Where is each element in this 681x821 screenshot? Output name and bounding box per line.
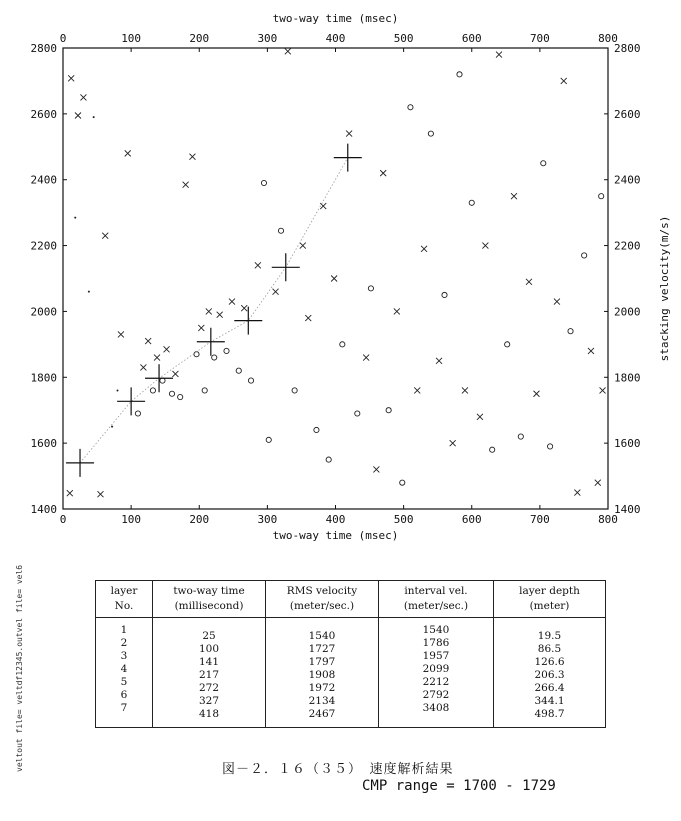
- x-tick-label-top: 400: [325, 32, 346, 45]
- semblance-point: [314, 427, 319, 432]
- semblance-point: [462, 387, 468, 393]
- semblance-point: [300, 243, 306, 249]
- semblance-point: [154, 355, 160, 361]
- semblance-point: [118, 331, 124, 337]
- semblance-point: [599, 194, 604, 199]
- semblance-point: [68, 75, 74, 81]
- semblance-point: [518, 434, 523, 439]
- semblance-point: [150, 388, 155, 393]
- semblance-point: [125, 150, 131, 156]
- semblance-point: [368, 286, 373, 291]
- semblance-point: [595, 480, 601, 486]
- x-tick-label-top: 200: [189, 32, 210, 45]
- semblance-point: [285, 48, 291, 54]
- y-tick-label-left: 1800: [30, 371, 57, 385]
- semblance-point: [326, 457, 331, 462]
- semblance-point: [428, 131, 433, 136]
- semblance-point: [278, 228, 283, 233]
- velocity-pick-cross: [272, 253, 300, 281]
- plot-frame: [63, 48, 608, 509]
- semblance-point: [194, 352, 199, 357]
- semblance-point: [582, 253, 587, 258]
- semblance-point: [414, 387, 420, 393]
- semblance-point: [224, 348, 229, 353]
- semblance-point: [482, 243, 488, 249]
- header-interval: interval vel. (meter/sec.): [379, 581, 494, 618]
- y-tick-label-right: 1600: [614, 437, 641, 451]
- cmp-range: CMP range = 1700 - 1729: [362, 778, 556, 794]
- semblance-point: [600, 387, 606, 393]
- header-rms: RMS velocity (meter/sec.): [266, 581, 379, 618]
- col-interval: 1540 1786 1957 2099 2212 2792 3408: [379, 618, 494, 728]
- semblance-point: [135, 411, 140, 416]
- semblance-point: [189, 154, 195, 160]
- velocity-pick-cross: [117, 387, 145, 415]
- x-tick-label-top: 0: [59, 32, 67, 45]
- x-tick-label-bottom: 300: [257, 513, 278, 526]
- semblance-point: [541, 161, 546, 166]
- semblance-point: [394, 308, 400, 314]
- semblance-point: [305, 315, 311, 321]
- semblance-point: [574, 490, 580, 496]
- semblance-point: [355, 411, 360, 416]
- y-tick-label-left: 1400: [30, 503, 57, 516]
- semblance-point: [457, 72, 462, 77]
- velocity-pick-cross: [145, 364, 173, 392]
- semblance-point: [178, 394, 183, 399]
- y-tick-label-left: 2600: [30, 107, 57, 121]
- semblance-point: [140, 364, 146, 370]
- semblance-point: [526, 279, 532, 285]
- semblance-point: [588, 348, 594, 354]
- semblance-point: [292, 388, 297, 393]
- semblance-point: [373, 466, 379, 472]
- semblance-point: [102, 233, 108, 239]
- semblance-point: [217, 312, 223, 318]
- semblance-point: [533, 391, 539, 397]
- x-tick-label-bottom: 100: [121, 513, 142, 526]
- semblance-point: [400, 480, 405, 485]
- semblance-point: [408, 105, 413, 110]
- semblance-point: [331, 276, 337, 282]
- bottom-axis-title: two-way time (msec): [272, 529, 399, 542]
- velocity-pick-cross: [334, 144, 362, 172]
- semblance-point: [212, 355, 217, 360]
- x-tick-label-bottom: 800: [598, 513, 618, 526]
- y-tick-label-left: 2400: [30, 173, 57, 187]
- col-rms: 1540 1727 1797 1908 1972 2134 2467: [266, 618, 379, 728]
- semblance-point: [568, 329, 573, 334]
- semblance-point: [111, 426, 113, 428]
- top-axis-title: two-way time (msec): [272, 12, 399, 25]
- semblance-point: [477, 414, 483, 420]
- y-tick-label-right: 2000: [614, 305, 641, 319]
- y-tick-label-right: 1800: [614, 371, 641, 385]
- file-info-label: [6, 564, 24, 772]
- header-depth: layer depth (meter): [494, 581, 606, 618]
- velocity-pick-cross: [66, 449, 94, 477]
- semblance-point: [450, 440, 456, 446]
- y-tick-label-left: 2800: [30, 42, 57, 55]
- y-tick-label-left: 2000: [30, 305, 57, 319]
- semblance-point: [496, 52, 502, 58]
- y-tick-label-left: 1600: [30, 437, 57, 451]
- semblance-point: [145, 338, 151, 344]
- col-time: 25 100 141 217 272 327 418: [153, 618, 266, 728]
- velocity-pick-cross: [197, 328, 225, 356]
- semblance-point: [320, 203, 326, 209]
- semblance-point: [202, 388, 207, 393]
- semblance-point: [80, 94, 86, 100]
- axis-ticks: [31, 32, 641, 526]
- semblance-point: [266, 437, 271, 442]
- y-tick-label-right: 2200: [614, 239, 641, 253]
- velocity-function-line: [80, 158, 348, 463]
- semblance-point: [236, 368, 241, 373]
- velocity-pick-cross: [234, 307, 262, 335]
- semblance-point: [74, 217, 76, 219]
- semblance-point: [363, 355, 369, 361]
- x-tick-label-bottom: 0: [59, 513, 67, 526]
- right-axis-title: stacking velocity(m/s): [658, 215, 671, 362]
- semblance-point: [346, 131, 352, 137]
- semblance-point: [469, 200, 474, 205]
- semblance-point: [198, 325, 204, 331]
- semblance-point: [88, 291, 90, 293]
- x-tick-label-bottom: 600: [461, 513, 482, 526]
- col-layer: 1 2 3 4 5 6 7: [96, 618, 153, 728]
- semblance-point: [67, 490, 73, 496]
- semblance-point: [206, 308, 212, 314]
- x-tick-label-bottom: 700: [529, 513, 550, 526]
- semblance-point: [442, 292, 447, 297]
- semblance-point: [261, 180, 266, 185]
- semblance-point: [97, 491, 103, 497]
- semblance-point: [554, 299, 560, 305]
- semblance-point: [248, 378, 253, 383]
- col-depth: 19.5 86.5 126.6 206.3 266.4 344.1 498.7: [494, 618, 606, 728]
- semblance-point: [75, 113, 81, 119]
- table-body-row: [96, 618, 606, 728]
- semblance-point: [183, 182, 189, 188]
- x-tick-label-top: 700: [529, 32, 550, 45]
- semblance-point: [273, 289, 279, 295]
- figure-caption: 図－２．１６（３５） 速度解析結果: [222, 762, 454, 777]
- semblance-point: [229, 299, 235, 305]
- header-layer: layer No.: [96, 581, 153, 618]
- x-tick-label-top: 100: [121, 32, 142, 45]
- velocity-picks: [66, 144, 362, 477]
- y-tick-label-right: 2400: [614, 173, 641, 187]
- y-tick-label-left: 2200: [30, 239, 57, 253]
- table-header-row: [96, 581, 606, 618]
- semblance-point: [169, 391, 174, 396]
- semblance-point: [380, 170, 386, 176]
- semblance-point: [505, 342, 510, 347]
- semblance-point: [386, 408, 391, 413]
- semblance-point: [172, 371, 178, 377]
- semblance-point: [93, 116, 95, 118]
- x-tick-label-bottom: 200: [189, 513, 210, 526]
- y-tick-label-right: 2800: [614, 42, 641, 55]
- semblance-point: [547, 444, 552, 449]
- semblance-point: [436, 358, 442, 364]
- semblance-point: [164, 346, 170, 352]
- semblance-point: [340, 342, 345, 347]
- semblance-point: [490, 447, 495, 452]
- y-tick-label-right: 2600: [614, 107, 641, 121]
- semblance-point: [117, 389, 119, 391]
- header-time: two-way time (millisecond): [153, 581, 266, 618]
- x-tick-label-top: 300: [257, 32, 278, 45]
- file-info-text: veltout file= veltdf12345.outvel file= vel6: [15, 564, 24, 772]
- semblance-point: [561, 78, 567, 84]
- semblance-point: [255, 262, 261, 268]
- x-tick-label-top: 600: [461, 32, 482, 45]
- x-tick-label-top: 500: [393, 32, 414, 45]
- y-tick-label-right: 1400: [614, 503, 641, 516]
- semblance-point: [511, 193, 517, 199]
- x-tick-label-bottom: 500: [393, 513, 414, 526]
- semblance-points: [67, 48, 606, 497]
- semblance-point: [421, 246, 427, 252]
- x-tick-label-top: 800: [598, 32, 618, 45]
- velocity-results-table: [95, 580, 606, 728]
- semblance-point: [241, 305, 247, 311]
- x-tick-label-bottom: 400: [325, 513, 346, 526]
